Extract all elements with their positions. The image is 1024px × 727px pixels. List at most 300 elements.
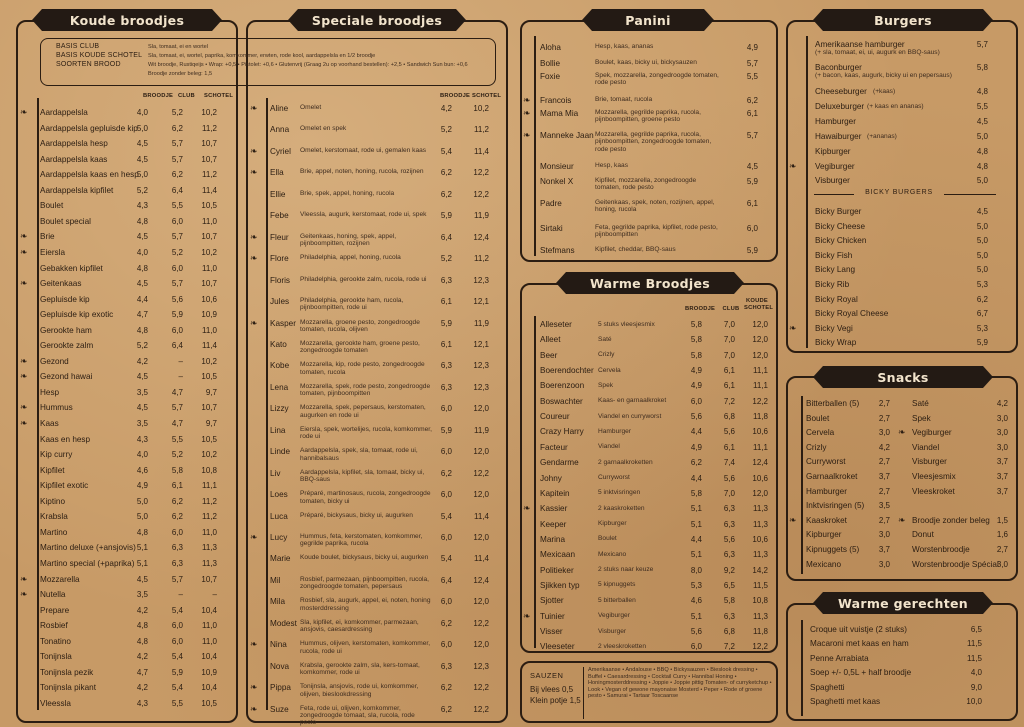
koude-item-name: Kaas en hesp	[40, 434, 91, 444]
snack-item-price: 3,5	[878, 501, 890, 511]
warme-item-price-s: 12,0	[752, 335, 768, 345]
warme-item-name: Kapitein	[540, 488, 570, 498]
bicky-item-price: 5,0	[976, 265, 988, 275]
speciale-item-price-broodje: 5,2	[440, 125, 452, 135]
speciale-item-price-broodje: 5,4	[440, 511, 452, 521]
koude-item-name: Kipfilet	[40, 465, 65, 475]
bicky-item-name: Bicky Rib	[815, 280, 850, 289]
koude-item-price-s: 10,5	[201, 372, 217, 382]
koude-item-price-b: 4,5	[136, 139, 148, 149]
panini-item-name: Bollie	[540, 59, 561, 68]
koude-item-price-s: 10,5	[201, 698, 217, 708]
koude-item-price-s: 10,7	[201, 139, 217, 149]
koude-item-price-b: 4,9	[136, 481, 148, 491]
warme-item-price-c: 7,0	[723, 335, 735, 345]
warme-broodjes-title: Warme Broodjes	[566, 272, 734, 294]
bicky-item-name: Bicky Burger	[815, 207, 862, 216]
speciale-item-price-schotel: 12,2	[473, 189, 489, 199]
warme-item-price-b: 5,1	[690, 550, 702, 560]
warme-item-price-s: 12,2	[752, 396, 768, 406]
warme-item-desc: 5 bitterballen	[598, 596, 636, 604]
warme-item-desc: 2 garnaalkroketten	[598, 458, 653, 466]
warme-item-price-c: 6,1	[723, 442, 735, 452]
gerecht-item-name: Spaghetti	[810, 682, 845, 692]
warme-item-price-b: 5,8	[690, 350, 702, 360]
koude-item-price-b: 4,6	[136, 465, 148, 475]
koude-item-price-c: 5,5	[171, 201, 183, 211]
speciale-item-desc: Tonijnsla, ansjovis, rode ui, komkommer, olijven, bieslookdressing	[300, 683, 419, 698]
koude-item-price-b: 4,8	[136, 621, 148, 631]
panini-item-price: 5,9	[746, 177, 758, 186]
speciale-item-name: Fleur	[270, 232, 289, 242]
snack-item-price: 2,7	[878, 413, 890, 423]
basis-label: BASIS CLUB	[56, 43, 100, 50]
speciale-item-desc: Rosbief, parmezaan, pijnboompitten, rucola, zongedroogde tomaten, pepersaus	[300, 575, 430, 591]
vegetarian-leaf-icon: ❧	[250, 103, 258, 113]
vegetarian-leaf-icon: ❧	[523, 610, 531, 621]
sauzen-divider	[583, 667, 584, 719]
warme-item-desc: Kaas- en garnaalkroket	[598, 397, 667, 405]
koude-item-price-b: 3,5	[136, 419, 148, 428]
koude-item-price-c: 6,2	[171, 170, 183, 180]
bicky-item-name: Bicky Vegi	[815, 323, 853, 333]
snack-item-price: 2,7	[878, 457, 890, 467]
gerecht-item-price: 4,0	[970, 668, 982, 678]
panini-item-desc: Kipfilet, cheddar, BBQ-saus	[595, 246, 676, 253]
koude-item-name: Eiersla	[40, 247, 66, 257]
koude-item-price-s: 11,2	[202, 123, 217, 133]
panini-item-desc: Kipfilet, mozzarella, zongedroogde tomaten, rode pesto	[595, 177, 697, 192]
speciale-item-price-schotel: 12,0	[473, 533, 489, 542]
speciale-item-price-schotel: 12,2	[473, 704, 489, 714]
speciale-item-desc: Koude boulet, bickysaus, bicky ui, augurken	[300, 554, 429, 562]
speciale-item-price-schotel: 11,4	[474, 511, 489, 521]
bicky-item-price: 5,0	[976, 221, 988, 231]
speciale-item-name: Jules	[270, 297, 290, 307]
koude-item-price-c: 6,0	[171, 263, 183, 273]
warme-item-price-c: 6,8	[723, 627, 735, 636]
koude-item-price-s: 11,0	[202, 527, 217, 537]
koude-item-name: Aardappelsla gepluisde kip	[40, 123, 138, 133]
panini-item-desc: Hesp, kaas, ananas	[595, 43, 654, 50]
koude-item-name: Mozzarella	[40, 574, 80, 584]
koude-item-price-s: 10,4	[201, 683, 217, 693]
speciale-item-price-broodje: 6,2	[440, 468, 452, 478]
warme-item-desc: 2 vleeskroketten	[598, 642, 647, 650]
warme-item-name: Beer	[540, 350, 558, 360]
panini-item-price: 6,1	[746, 109, 758, 118]
warme-item-name: Marina	[540, 534, 566, 544]
speciale-item-price-broodje: 5,9	[440, 211, 452, 221]
panini-item-price: 4,5	[746, 162, 758, 171]
burger-item-desc: (+ bacon, kaas, augurk, bicky ui en pepersaus)	[815, 72, 952, 79]
speciale-item-name: Linde	[270, 447, 291, 457]
vegetarian-leaf-icon: ❧	[250, 317, 258, 328]
koude-item-price-s: 10,5	[201, 201, 217, 211]
snack-item-name: Hamburger	[806, 486, 847, 496]
vegetarian-leaf-icon: ❧	[20, 589, 28, 600]
speciale-item-name: Nova	[270, 661, 290, 671]
gerecht-item-name: Macaroni met kaas en ham	[810, 639, 909, 649]
speciale-item-price-schotel: 12,0	[473, 490, 489, 500]
koude-item-price-s: 11,0	[202, 263, 217, 273]
warme-item-price-c: 6,3	[723, 504, 735, 514]
speciale-item-desc: Rosbief, sla, augurk, appel, ei, noten, honing mosterddressing	[300, 597, 431, 612]
panini-item-price: 5,7	[746, 59, 758, 68]
koude-item-price-b: 4,5	[136, 372, 148, 382]
speciale-item-name: Pippa	[270, 683, 291, 693]
warme-item-name: Coureur	[540, 412, 570, 422]
warme-item-name: Alleseter	[540, 320, 572, 329]
koude-item-price-b: 4,8	[136, 527, 148, 537]
panini-item-price: 5,7	[746, 131, 758, 140]
speciale-item-desc: Préparé, bickysaus, bicky ui, augurken	[300, 511, 413, 519]
panini-item-name: Sirtaki	[540, 224, 563, 233]
speciale-item-price-schotel: 12,2	[473, 683, 489, 693]
speciale-broodjes-title: Speciale broodjes	[298, 9, 456, 31]
koude-item-name: Gepluisde kip exotic	[40, 310, 114, 320]
gerecht-item-name: Soep +/- 0,5L + half broodje	[810, 668, 912, 678]
warme-item-desc: 2 kaaskroketten	[598, 504, 645, 512]
koude-item-name: Gerookte zalm	[40, 341, 94, 351]
basis-text: Wit broodje, Rustiqeijs • Wrap: +0,5 • Pistolet: +0,6 • Glutenvrij (Graag 2u op voorhand bestellen): +2,5 • Sandwich Sun bun: +0,6	[148, 61, 468, 68]
warme-item-price-s: 12,2	[752, 642, 768, 652]
vegetarian-leaf-icon: ❧	[250, 253, 258, 264]
koude-item-price-b: 4,0	[136, 450, 148, 460]
warme-item-desc: Viandel	[598, 443, 620, 451]
speciale-item-desc: Omelet	[300, 104, 322, 111]
warme-item-price-b: 6,0	[690, 396, 702, 406]
burger-item-price: 5,5	[976, 102, 988, 111]
speciale-item-price-schotel: 11,9	[474, 211, 489, 221]
speciale-item-desc: Vleessla, augurk, kerstomaat, rode ui, spek	[300, 211, 427, 219]
koude-item-price-b: 3,5	[136, 387, 148, 397]
vegetarian-leaf-icon: ❧	[20, 402, 28, 413]
warme-item-desc: Saté	[598, 335, 612, 343]
burger-item-price: 5,7	[976, 40, 988, 49]
koude-item-price-s: 10,4	[201, 652, 217, 662]
koude-item-price-s: 11,0	[202, 325, 217, 335]
snack-item-name: Broodje zonder beleg	[912, 515, 990, 525]
koude-item-price-c: 4,7	[171, 419, 183, 428]
warme-item-price-c: 7,0	[723, 488, 735, 498]
warme-header: CLUB	[722, 306, 740, 312]
burger-item-price: 4,8	[976, 147, 988, 156]
koude-item-name: Kaas	[40, 419, 59, 428]
speciale-header: BROODJE	[440, 93, 471, 99]
speciale-item-price-broodje: 6,2	[440, 683, 452, 693]
panini-item-desc: Boulet, kaas, bicky ui, bickysauzen	[595, 59, 697, 66]
snack-item-price: 3,0	[878, 559, 890, 569]
koude-item-price-c: 6,3	[171, 558, 183, 568]
koude-item-price-s: 10,8	[201, 465, 217, 475]
warme-item-price-b: 4,9	[690, 381, 702, 391]
koude-item-price-c: 6,2	[171, 512, 183, 522]
koude-item-price-s: 10,2	[201, 247, 217, 257]
koude-item-price-b: 4,3	[136, 434, 148, 444]
speciale-item-price-schotel: 11,9	[474, 425, 489, 435]
vegetarian-leaf-icon: ❧	[898, 427, 906, 438]
warme-item-price-c: 7,0	[723, 350, 735, 360]
speciale-item-price-broodje: 6,0	[440, 490, 452, 500]
vegetarian-leaf-icon: ❧	[20, 107, 28, 117]
warme-item-price-c: 6,1	[723, 366, 735, 376]
warme-item-price-c: 6,5	[723, 580, 735, 590]
koude-item-price-b: 5,1	[136, 543, 148, 553]
panini-item-desc: Spek, mozzarella, zongedroogde tomaten, rode pesto	[595, 72, 719, 87]
speciale-item-price-broodje: 6,2	[440, 618, 452, 628]
burger-item-price: 5,0	[976, 132, 988, 141]
speciale-item-price-schotel: 11,4	[474, 554, 489, 564]
vegetarian-leaf-icon: ❧	[250, 167, 258, 178]
vegetarian-leaf-icon: ❧	[250, 682, 258, 693]
warme-item-price-s: 12,0	[752, 488, 768, 498]
vegetarian-leaf-icon: ❧	[250, 231, 258, 242]
warme-item-name: Tuinier	[540, 611, 565, 621]
warme-item-price-b: 5,8	[690, 488, 702, 498]
warme-item-price-b: 5,8	[690, 320, 702, 329]
snack-item-name: Cervela	[806, 428, 835, 438]
koude-item-price-s: 10,2	[201, 450, 217, 460]
burger-item-name: Deluxeburger	[815, 102, 865, 111]
sauzen-title: SAUZEN	[530, 671, 564, 680]
koude-item-name: Gepluisde kip	[40, 294, 90, 304]
warme-item-name: Sjotter	[540, 596, 564, 606]
basis-label: BASIS KOUDE SCHOTEL	[56, 52, 143, 59]
koude-item-price-s: 10,7	[201, 574, 217, 584]
speciale-item-price-broodje: 6,3	[440, 275, 452, 285]
speciale-item-price-schotel: 12,4	[473, 575, 489, 585]
burger-item-desc: (+ kaas en ananas)	[867, 102, 924, 110]
koude-item-name: Aardappelsla kipfilet	[40, 185, 114, 195]
koude-item-price-s: 10,9	[201, 310, 217, 320]
warme-item-desc: Vegiburger	[598, 612, 630, 620]
snack-item-price: 3,0	[996, 442, 1008, 452]
speciale-item-price-broodje: 6,3	[440, 361, 452, 371]
burger-item-name: Hawaiburger	[815, 132, 862, 141]
speciale-item-price-schotel: 12,3	[473, 275, 489, 285]
warme-item-desc: 5 inktvisringen	[598, 489, 641, 497]
speciale-item-desc: Omelet, kerstomaat, rode ui, gemalen kaas	[300, 146, 427, 154]
snack-item-name: Vleesjesmix	[912, 472, 956, 481]
koude-item-price-s: 10,4	[201, 605, 217, 615]
koude-item-name: Prepare	[40, 605, 70, 615]
koude-item-price-s: 10,7	[201, 403, 217, 413]
koude-item-name: Gerookte ham	[40, 325, 92, 335]
speciale-item-price-schotel: 12,3	[473, 361, 489, 371]
koude-item-name: Kiptino	[40, 496, 66, 506]
koude-item-price-s: 11,2	[202, 170, 217, 180]
bicky-item-name: Bicky Royal Cheese	[815, 309, 889, 319]
koude-item-price-b: 5,2	[136, 341, 148, 351]
speciale-item-price-broodje: 6,2	[440, 704, 452, 714]
koude-item-price-s: 11,3	[202, 558, 217, 568]
koude-item-price-c: 4,7	[171, 387, 183, 397]
bicky-item-name: Bicky Royal	[815, 294, 858, 304]
koude-item-price-s: 11,2	[202, 512, 217, 522]
snack-item-name: Garnaalkroket	[806, 472, 858, 481]
koude-header: SCHOTEL	[204, 93, 234, 99]
warme-item-price-s: 11,8	[753, 412, 768, 422]
snack-item-name: Spek	[912, 413, 931, 423]
warme-item-price-c: 6,1	[723, 381, 735, 391]
snack-item-name: Visburger	[912, 457, 947, 467]
warme-item-name: Boerenzoon	[540, 381, 585, 391]
koude-item-name: Boulet	[40, 201, 64, 211]
warme-item-price-s: 11,3	[753, 550, 768, 560]
snack-item-price: 2,7	[878, 486, 890, 496]
vegetarian-leaf-icon: ❧	[523, 130, 531, 140]
burger-item-price: 5,8	[976, 63, 988, 72]
vegetarian-leaf-icon: ❧	[20, 246, 28, 257]
bicky-item-price: 5,3	[976, 323, 988, 333]
panini-column-divider	[534, 36, 536, 256]
speciale-item-desc: Geitenkaas, honing, spek, appel, pijnboompitten, rozijnen	[300, 232, 397, 248]
speciale-item-name: Anna	[270, 125, 290, 135]
warme-item-desc: Curryworst	[598, 474, 630, 481]
warme-item-price-b: 4,4	[690, 473, 702, 483]
koude-item-price-b: 4,7	[136, 310, 148, 320]
warme-item-price-s: 12,0	[752, 320, 768, 329]
koude-item-name: Tonijnsla pikant	[40, 683, 96, 693]
warme-item-name: Sjikken typ	[540, 580, 580, 590]
koude-item-price-c: 5,4	[171, 605, 183, 615]
speciale-column-divider	[266, 98, 268, 710]
speciale-item-price-schotel: 12,3	[473, 661, 489, 671]
warme-item-desc: 5 kipnuggets	[598, 581, 636, 589]
koude-item-price-c: 5,7	[171, 154, 183, 164]
warme-item-name: Boswachter	[540, 396, 583, 406]
koude-item-price-b: 5,1	[136, 558, 148, 568]
speciale-item-name: Nina	[270, 640, 287, 650]
koude-item-price-c: 5,7	[171, 574, 183, 584]
warme-item-price-b: 4,6	[690, 596, 702, 606]
snack-item-name: Curryworst	[806, 457, 846, 467]
snack-item-name: Donut	[912, 530, 934, 540]
koude-item-price-c: 5,4	[171, 652, 183, 662]
koude-item-price-c: 6,4	[171, 185, 183, 195]
warme-item-price-s: 10,6	[752, 534, 768, 544]
speciale-item-name: Modest	[270, 618, 297, 628]
koude-item-name: Boulet special	[40, 216, 91, 226]
gerecht-item-price: 11,5	[967, 653, 982, 663]
speciale-item-name: Floris	[270, 275, 291, 285]
snack-item-name: Vegiburger	[912, 428, 952, 438]
vegetarian-leaf-icon: ❧	[20, 355, 28, 366]
warme-item-price-c: 5,6	[723, 427, 735, 437]
koude-item-price-b: 4,4	[136, 294, 148, 304]
koude-item-name: Krabsla	[40, 512, 68, 522]
basis-text: Broodje zonder beleg: 1,5	[148, 70, 213, 77]
koude-item-price-c: 5,7	[171, 139, 183, 149]
speciale-item-desc: Hummus, olijven, kerstomaten, komkommer, rucola, rode ui	[300, 640, 431, 655]
koude-item-price-b: 5,0	[136, 496, 148, 506]
warme-item-name: Kassier	[540, 504, 568, 514]
vegetarian-leaf-icon: ❧	[20, 371, 28, 382]
basis-text: Sla, tomaat, ei en wortel	[148, 43, 209, 50]
bicky-item-name: Bicky Cheese	[815, 221, 866, 231]
warme-item-desc: Cervela	[598, 366, 621, 374]
snack-item-price: 3,7	[996, 472, 1008, 481]
speciale-item-name: Kasper	[270, 318, 296, 328]
speciale-item-name: Febe	[270, 211, 289, 221]
koude-item-name: Nutella	[40, 590, 66, 600]
bicky-item-price: 5,0	[976, 250, 988, 260]
bicky-item-name: Bicky Wrap	[815, 338, 857, 348]
speciale-item-price-broodje: 6,0	[440, 404, 452, 414]
panini-item-price: 6,1	[746, 199, 758, 208]
speciale-item-price-broodje: 6,3	[440, 382, 452, 392]
warme-item-name: Boerendochter	[540, 366, 594, 376]
panini-item-desc: Feta, gegrilde paprika, kipfilet, rode pesto, pijnboompitten	[595, 224, 718, 239]
speciale-item-price-schotel: 12,1	[473, 297, 489, 307]
burger-item-name: Amerikaanse hamburger	[815, 40, 905, 49]
koude-item-price-c: –	[178, 356, 183, 366]
koude-item-price-b: 3,5	[136, 590, 148, 600]
speciale-item-desc: Feta, rode ui, olijven, komkommer, zongedroogde tomaat, sla, rucola, rode pesto	[300, 704, 415, 727]
speciale-item-desc: Hummus, feta, kerstomaten, komkommer, gegrilde paprika, rucola	[300, 533, 423, 548]
koude-item-price-s: 11,0	[202, 621, 217, 631]
speciale-item-price-schotel: 12,2	[473, 618, 489, 628]
vegetarian-leaf-icon: ❧	[20, 231, 28, 242]
speciale-item-desc: Krabsla, gerookte zalm, sla, kers-tomaat, komkommer, rode ui	[300, 661, 420, 677]
bicky-item-price: 5,0	[976, 236, 988, 246]
koude-item-name: Aardappelsla kaas	[40, 154, 108, 164]
warme-item-price-s: 10,8	[752, 596, 768, 606]
warme-item-price-s: 11,3	[753, 504, 768, 514]
speciale-item-desc: Mozzarella, groene pesto, zongedroogde tomaten, rucola, olijven	[300, 318, 420, 333]
burger-item-desc: (+ sla, tomaat, ei, ui, augurk en BBQ-saus)	[815, 49, 940, 56]
koude-item-price-b: 5,0	[136, 512, 148, 522]
koude-item-price-s: 10,2	[201, 356, 217, 366]
koude-item-name: Hesp	[40, 387, 60, 397]
burger-item-price: 4,8	[976, 87, 988, 96]
speciale-item-name: Mila	[270, 597, 286, 607]
koude-item-price-b: 4,5	[136, 279, 148, 289]
warme-item-price-b: 6,0	[690, 642, 702, 652]
speciale-item-price-broodje: 6,3	[440, 661, 452, 671]
speciale-item-desc: Brie, spek, appel, honing, rucola	[300, 189, 395, 197]
panini-item-desc: Mozzarella, gegrilde paprika, rucola, pijnboompitten, zongedroogde tomaten, rode pesto	[595, 131, 712, 153]
speciale-item-name: Ella	[270, 168, 284, 178]
speciale-item-name: Mil	[270, 575, 281, 585]
warme-item-name: Johny	[540, 473, 562, 483]
warme-item-price-c: 7,0	[723, 320, 735, 329]
speciale-item-name: Kobe	[270, 361, 290, 371]
snack-item-price: 3,7	[996, 457, 1008, 467]
koude-item-price-c: 6,4	[171, 341, 183, 351]
koude-item-price-s: 9,7	[205, 387, 217, 397]
warme-item-price-b: 5,1	[690, 611, 702, 621]
burger-item-name: Hamburger	[815, 117, 856, 126]
koude-item-name: Aardappelsla hesp	[40, 139, 108, 149]
koude-item-price-b: 4,2	[136, 683, 148, 693]
koude-item-price-c: 5,4	[171, 683, 183, 693]
speciale-item-price-broodje: 6,0	[440, 640, 452, 650]
speciale-item-price-schotel: 12,0	[473, 447, 489, 457]
vegetarian-leaf-icon: ❧	[250, 639, 258, 650]
panini-item-name: Nonkel X	[540, 177, 574, 186]
snack-item-price: 3,0	[878, 428, 890, 438]
speciale-item-desc: Aardappelsla, spek, sla, tomaat, rode ui, hannibalsaus	[300, 447, 418, 462]
warme-gerechten-title: Warme gerechten	[823, 592, 983, 614]
koude-item-price-s: 10,5	[201, 434, 217, 444]
snack-item-name: Bitterballen (5)	[806, 399, 860, 408]
warme-item-name: Alleet	[540, 335, 561, 345]
burger-item-price: 4,8	[976, 162, 988, 171]
panini-item-desc: Brie, tomaat, rucola	[595, 96, 653, 103]
koude-item-price-c: 5,5	[171, 434, 183, 444]
